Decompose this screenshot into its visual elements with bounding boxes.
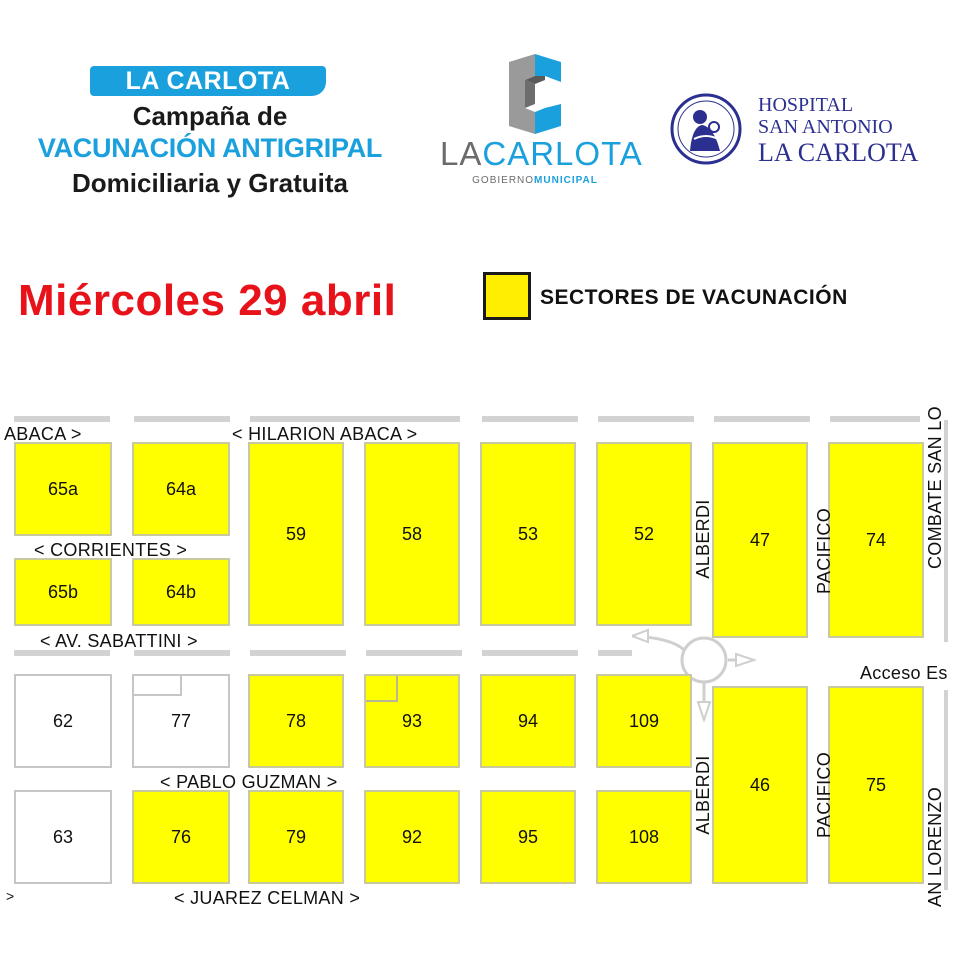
legend-swatch xyxy=(483,272,531,320)
campaign-subtitle: VACUNACIÓN ANTIGRIPAL xyxy=(37,133,383,163)
sector-64b[interactable]: 64b xyxy=(132,558,230,626)
hospital-name-line1: HOSPITAL xyxy=(758,94,854,116)
date-title: Miércoles 29 abril xyxy=(18,276,397,325)
street-abaca: ABACA > xyxy=(4,424,82,444)
street-combate-san-lorenzo: COMBATE SAN LO xyxy=(925,406,945,569)
sector-75[interactable]: 75 xyxy=(828,686,924,884)
sector-46[interactable]: 46 xyxy=(712,686,808,884)
street-pacifico-bottom: PACIFICO xyxy=(814,751,834,839)
legend-label: SECTORES DE VACUNACIÓN xyxy=(540,286,848,309)
hospital-name-line2: SAN ANTONIO xyxy=(758,116,893,138)
sector-77[interactable]: 77 xyxy=(132,674,230,768)
sector-63[interactable]: 63 xyxy=(14,790,112,884)
sector-78[interactable]: 78 xyxy=(248,674,344,768)
municipal-name: LACARLOTA xyxy=(440,135,643,172)
sector-58[interactable]: 58 xyxy=(364,442,460,626)
sector-53[interactable]: 53 xyxy=(480,442,576,626)
street-pacifico-top: PACIFICO xyxy=(814,507,834,595)
sector-79[interactable]: 79 xyxy=(248,790,344,884)
street-juarez-celman: < JUAREZ CELMAN > xyxy=(174,888,361,908)
sector-92[interactable]: 92 xyxy=(364,790,460,884)
la-carlota-banner: LA CARLOTA xyxy=(90,66,326,96)
hospital-name-line3: LA CARLOTA xyxy=(758,138,919,167)
sector-95[interactable]: 95 xyxy=(480,790,576,884)
municipal-logo-icon xyxy=(503,54,569,134)
sector-109[interactable]: 109 xyxy=(596,674,692,768)
municipal-subtitle: GOBIERNOMUNICIPAL xyxy=(472,175,598,186)
sector-map xyxy=(0,400,960,920)
sector-65b[interactable]: 65b xyxy=(14,558,112,626)
sector-108[interactable]: 108 xyxy=(596,790,692,884)
sector-76[interactable]: 76 xyxy=(132,790,230,884)
street-an-lorenzo: AN LORENZO xyxy=(925,786,945,907)
sector-52[interactable]: 52 xyxy=(596,442,692,626)
sector-62[interactable]: 62 xyxy=(14,674,112,768)
street-alberdi-top: ALBERDI xyxy=(693,499,713,579)
sector-59[interactable]: 59 xyxy=(248,442,344,626)
hospital-seal-icon xyxy=(670,93,742,165)
sector-74[interactable]: 74 xyxy=(828,442,924,638)
campaign-tagline: Domiciliaria y Gratuita xyxy=(72,168,348,198)
sector-64a[interactable]: 64a xyxy=(132,442,230,536)
sector-65a[interactable]: 65a xyxy=(14,442,112,536)
street-acceso: Acceso Es xyxy=(860,663,948,683)
street-av-sabattini: < AV. SABATTINI > xyxy=(40,631,198,651)
street-corrientes: < CORRIENTES > xyxy=(34,540,188,560)
street-pablo-guzman: < PABLO GUZMAN > xyxy=(160,772,338,792)
street-alberdi-bottom: ALBERDI xyxy=(693,755,713,835)
sector-47[interactable]: 47 xyxy=(712,442,808,638)
campaign-title: Campaña de xyxy=(132,101,288,131)
sector-93[interactable]: 93 xyxy=(364,674,460,768)
street-hilarion-abaca: < HILARION ABACA > xyxy=(232,424,418,444)
street-juarez-left: > xyxy=(6,888,15,904)
sector-94[interactable]: 94 xyxy=(480,674,576,768)
